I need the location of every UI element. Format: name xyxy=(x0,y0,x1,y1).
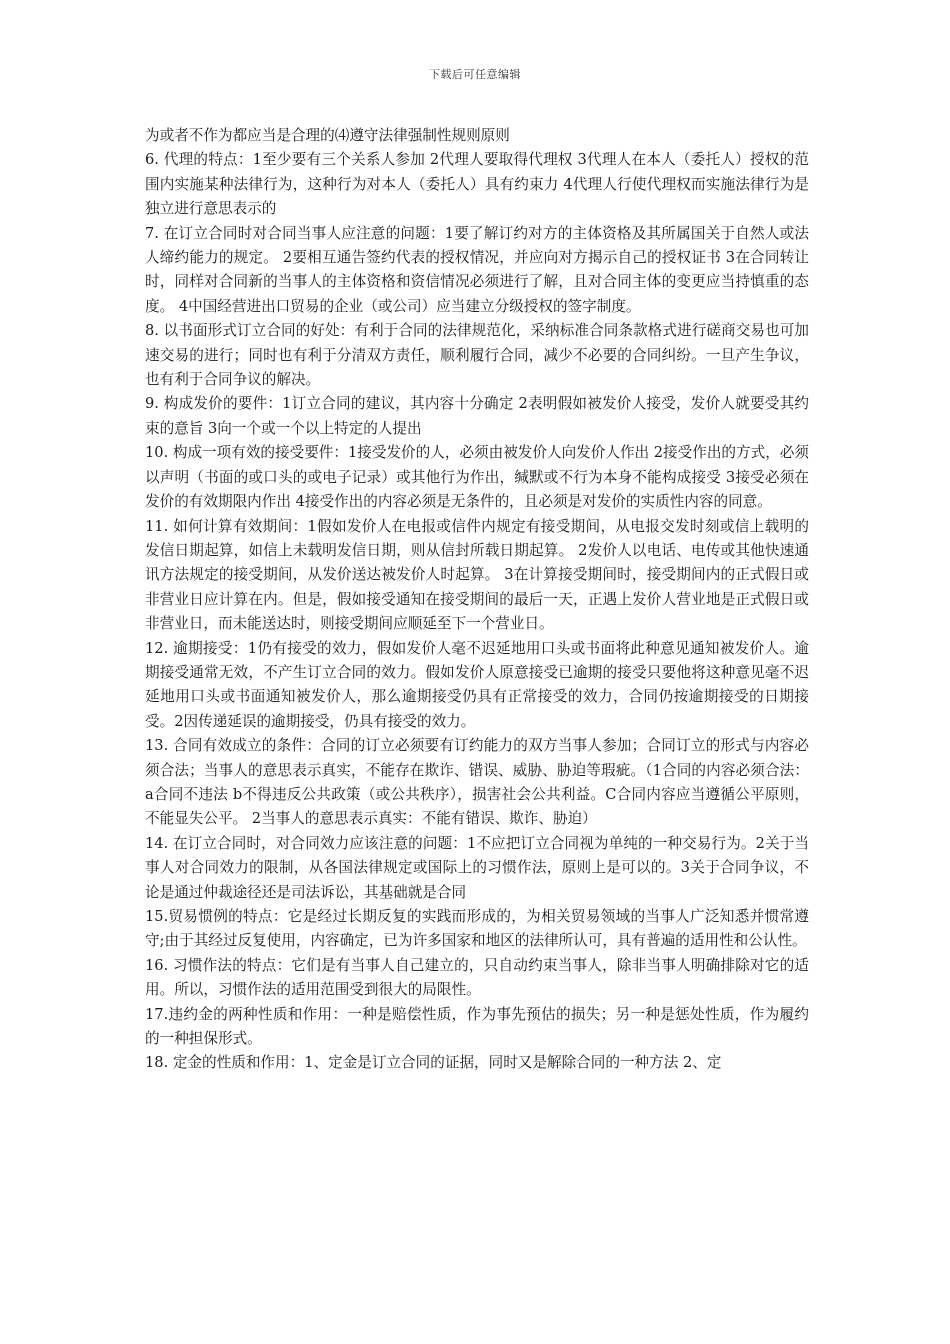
paragraph-8: 8. 以书面形式订立合同的好处：有利于合同的法律规范化，采纳标准合同条款格式进行磋商交易也可加速交易的进行；同时也有利于分清双方责任，顺利履行合同，减少不必要的合同纠纷。一旦产生争议，也有利于合同争议的解决。 xyxy=(145,322,809,389)
paragraph-9: 9. 构成发价的要件：1订立合同的建议，其内容十分确定 2表明假如被发价人接受，发价人就要受其约束的意旨 3向一个或一个以上特定的人提出 xyxy=(145,395,809,437)
paragraph-6: 6. 代理的特点：1至少要有三个关系人参加 2代理人要取得代理权 3代理人在本人（委托人）授权的范围内实施某种法律行为，这种行为对本人（委托人）具有约束力 4代理人行使代理权而实施法律行为是独立进行意思表示的 xyxy=(145,151,809,218)
paragraph-15: 15.贸易惯例的特点：它是经过长期反复的实践而形成的，为相关贸易领域的当事人广泛知悉并惯常遵守;由于其经过反复使用，内容确定，已为许多国家和地区的法律所认可，具有普遍的适用性和公认性。 xyxy=(145,908,809,950)
paragraph-10: 10. 构成一项有效的接受要件：1接受发价的人，必须由被发价人向发价人作出 2接受作出的方式，必须以声明（书面的或口头的或电子记录）或其他行为作出，缄默或不行为本身不能构成接受 3接受必须在发价的有效期限内作出 4接受作出的内容必须是无条件的，且必须是对发价的实质性内容的同意。 xyxy=(145,444,809,511)
paragraph-12: 12. 逾期接受：1仍有接受的效力，假如发价人毫不迟延地用口头或书面将此种意见通知被发价人。逾期接受通常无效，不产生订立合同的效力。假如发价人原意接受已逾期的接受只要他将这种意见毫不迟延地用口头或书面通知被发价人，那么逾期接受仍具有正常接受的效力，合同仍按逾期接受的日期接受。2因传递延误的逾期接受，仍具有接受的效力。 xyxy=(145,639,809,730)
header-note: 下载后可任意编辑 xyxy=(429,68,521,81)
document-body xyxy=(145,124,809,1076)
paragraph-17: 17.违约金的两种性质和作用：一种是赔偿性质，作为事先预估的损失；另一种是惩处性质，作为履约的一种担保形式。 xyxy=(145,1005,809,1048)
paragraph-13: 13. 合同有效成立的条件：合同的订立必须要有订约能力的双方当事人参加；合同订立的形式与内容必须合法；当事人的意思表示真实，不能存在欺诈、错误、威胁、胁迫等瑕疵。（1合同的内容必须合法：a合同不违法 b不得违反公共政策（或公共秩序），损害社会公共利益。C合同内容应当遵循公平原则，不能显失公平。 2当事人的意思表示真实：不能有错误、欺诈、胁迫） xyxy=(145,737,809,828)
paragraph-18: 18. 定金的性质和作用：1、定金是订立合同的证据，同时又是解除合同的一种方法 2、定 xyxy=(145,1054,722,1072)
paragraph-7: 7. 在订立合同时对合同当事人应注意的问题：1要了解订约对方的主体资格及其所属国关于自然人或法人缔约能力的规定。 2要相互通告签约代表的授权情况，并应向对方揭示自己的授权证书 3在合同转让时，同样对合同新的当事人的主体资格和资信情况必须进行了解，且对合同主体的变更应当持慎重的态度。 4中国经营进出口贸易的企业（或公司）应当建立分级授权的签字制度。 xyxy=(145,224,809,315)
paragraph-11: 11. 如何计算有效期间：1假如发价人在电报或信件内规定有接受期间，从电报交发时刻或信上载明的发信日期起算，如信上未载明发信日期，则从信封所载日期起算。 2发价人以电话、电传或其他快速通讯方法规定的接受期间，从发价送达被发价人时起算。 3在计算接受期间时，接受期间内的正式假日或非营业日应计算在内。但是，假如接受通知在接受期间的最后一天，正遇上发价人营业地是正式假日或非营业日，而未能送达时，则接受期间应顺延至下一个营业日。 xyxy=(145,517,809,633)
paragraph-14: 14. 在订立合同时，对合同效力应该注意的问题：1不应把订立合同视为单纯的一种交易行为。2关于当事人对合同效力的限制，从各国法律规定或国际上的习惯作法，原则上是可以的。3关于合同争议，不论是通过仲裁途径还是司法诉讼，其基础就是合同 xyxy=(145,834,809,901)
paragraph-16: 16. 习惯作法的特点：它们是有当事人自己建立的，只自动约束当事人，除非当事人明确排除对它的适用。所以，习惯作法的适用范围受到很大的局限性。 xyxy=(145,956,809,999)
paragraph-continuation: 为或者不作为都应当是合理的⑷遵守法律强制性规则原则 xyxy=(145,127,510,144)
